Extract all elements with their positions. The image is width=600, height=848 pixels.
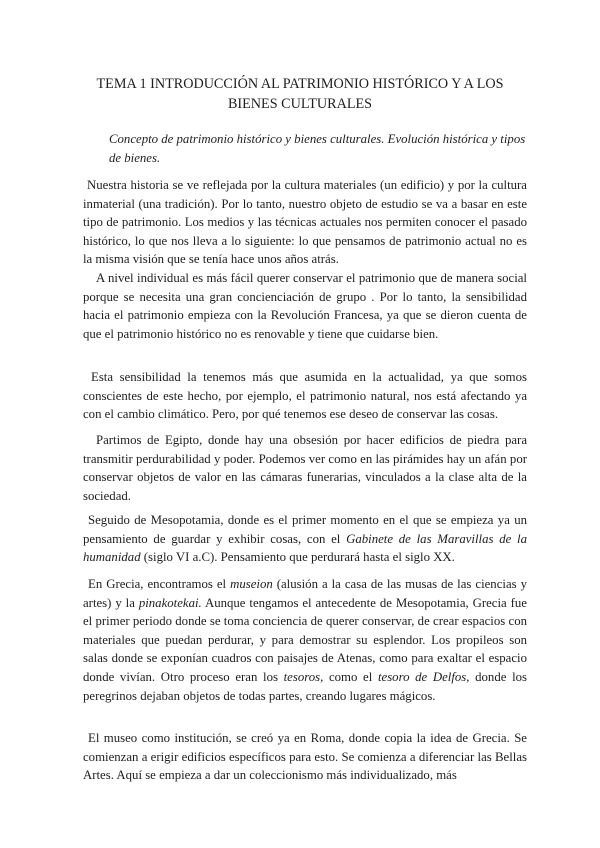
paragraph-5 [83,511,527,567]
paragraph-6-italic-tesoro-delfos: tesoro de Delfos [377,669,467,684]
document-subtitle: Concepto de patrimonio histórico y bienes culturales. Evolución histórica y tipos de bienes. [109,132,526,165]
paragraph-6-text-b: (alusión a la casa de las musas de las ciencias y artes) y la [83,577,527,610]
paragraph-6-italic-museion: museion [230,577,273,591]
paragraph-6-italic-tesoros: tesoros [283,669,321,684]
paragraph-6-text-a: En Grecia, encontramos el [88,577,231,591]
paragraph-1: Nuestra historia se ve reflejada por la cultura materiales (un edificio) y por la cultura inmaterial (una tradición). Por lo tanto, nuestro objeto de estudio se va a basar en este tipo de patrimonio. Los medios y las técnicas actuales nos permiten conocer el pasado histórico, lo que nos lleva a lo siguiente: lo que pensamos de patrimonio actual no es la misma visión que se tenía hace unos años atrás. [83,178,527,267]
paragraph-7: El museo como institución, se creó ya en Roma, donde copia la idea de Grecia. Se comienzan a erigir edificios específicos para esto. Se comienza a diferenciar las Bellas Artes. Aquí se empieza a dar un coleccionismo más individualizado, más [83,731,527,783]
paragraph-2: A nivel individual es más fácil querer conservar el patrimonio que de manera social porque se necesita una gran concienciación de grupo . Por lo tanto, la sensibilidad hacia el patrimonio empieza con la Revolución Francesa, ya que se dieron cuenta de que el patrimonio histórico no es renovable y tiene que cuidarse bien. [83,271,527,341]
paragraph-5-italic: Gabinete de las Maravillas de la humanidad [83,531,527,565]
paragraph-6-italic-pinakotekai: pinakotekai. [138,595,202,610]
paragraph-6-text-c: Aunque tengamos el antecedente de Mesopotamia, Grecia fue el primer periodo donde se toma conciencia de querer conservar, de crear espacios con materiales que puedan perdurar, y para demostrar su esplendor. Los propileos son salas donde se exponían cuadros con paisajes de Atenas, como para exaltar el espacio donde vivían. Otro proceso eran los [83,595,527,684]
paragraph-6-text-d: , como el [320,669,378,684]
paragraph-5-text-b: (siglo VI a.C). Pensamiento que perdurará hasta el siglo XX. [140,550,455,565]
document-title: TEMA 1 INTRODUCCIÓN AL PATRIMONIO HISTÓRICO Y A LOS BIENES CULTURALES [96,76,504,112]
paragraph-4: Partimos de Egipto, donde hay una obsesión por hacer edificios de piedra para transmitir perdurabilidad y poder. Podemos ver como en las pirámides hay un afán por conservar objetos de valor en las cámaras funerarias, vinculados a la clase alta de la sociedad. [83,433,527,503]
paragraph-3: Esta sensibilidad la tenemos más que asumida en la actualidad, ya que somos conscientes de este hecho, por ejemplo, el patrimonio natural, nos está afectando ya con el cambio climático. Pero, por qué tenemos ese deseo de conservar las cosas. [83,370,527,422]
paragraph-6 [83,575,527,705]
paragraph-6-text-e: , donde los peregrinos dejaban objetos de todas partes, creando lugares mágicos. [83,669,527,703]
paragraph-5-text-a: Seguido de Mesopotamia, donde es el primer momento en el que se empieza ya un pensamiento de guardar y exhibir cosas, con el [83,513,527,546]
